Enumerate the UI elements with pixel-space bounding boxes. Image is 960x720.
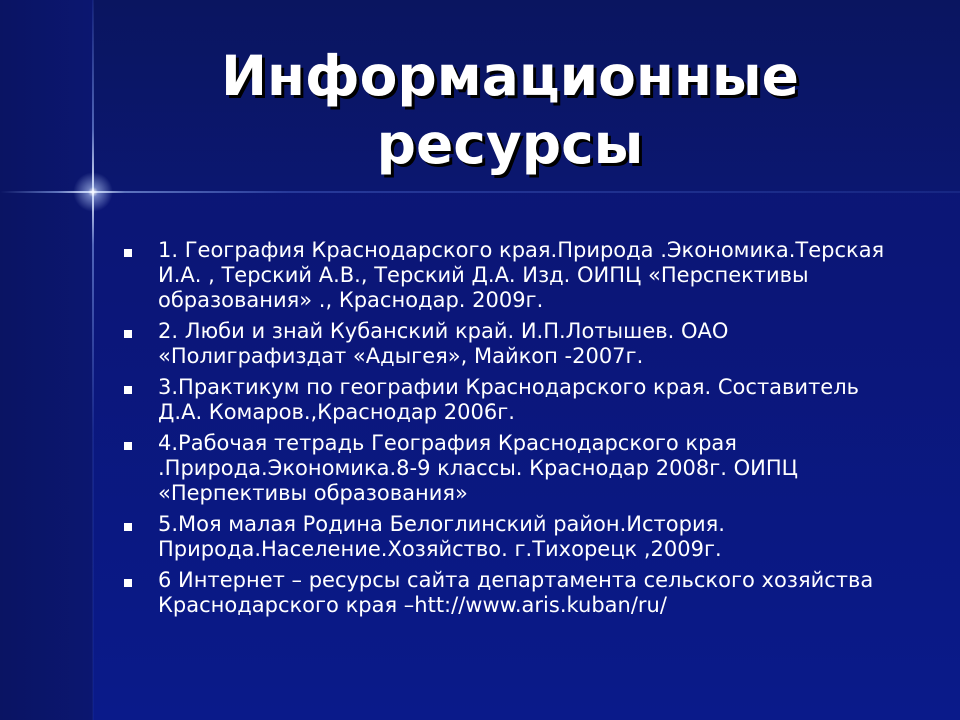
list-item: [124, 568, 904, 618]
list-item: [124, 375, 904, 425]
list-item-text: 5.Моя малая Родина Белоглинский район.История. Природа.Население.Хозяйство. г.Тихорецк ,2009г.: [158, 512, 725, 561]
list-item-text: 3.Практикум по географии Краснодарского края. Составитель Д.А. Комаров.,Краснодар 2006г.: [158, 375, 860, 424]
square-bullet-icon: [124, 442, 132, 450]
slide-title: [140, 42, 880, 178]
resource-list: [124, 238, 904, 624]
list-item: [124, 431, 904, 506]
vertical-glow-line: [92, 0, 94, 720]
list-item-text: 4.Рабочая тетрадь География Краснодарского края .Природа.Экономика.8-9 классы. Краснодар 2008г. ОИПЦ «Перпективы образования»: [158, 431, 798, 505]
list-item: [124, 319, 904, 369]
list-item: [124, 238, 904, 313]
slide-title-line-1: Информационные: [221, 44, 799, 108]
left-band: [0, 0, 93, 720]
list-item-text: 1. География Краснодарского края.Природа .Экономика.Терская И.А. , Терский А.В., Терский Д.А. Изд. ОИПЦ «Перспективы образования» ., Краснодар. 2009г.: [158, 238, 885, 312]
list-item: [124, 512, 904, 562]
slide-title-line-2: ресурсы: [376, 112, 644, 176]
square-bullet-icon: [124, 579, 132, 587]
square-bullet-icon: [124, 249, 132, 257]
square-bullet-icon: [124, 523, 132, 531]
sparkle-icon: [73, 172, 113, 212]
square-bullet-icon: [124, 386, 132, 394]
square-bullet-icon: [124, 330, 132, 338]
list-item-text: 2. Люби и знай Кубанский край. И.П.Лотышев. ОАО «Полиграфиздат «Адыгея», Майкоп -2007г.: [158, 319, 729, 368]
list-item-text: 6 Интернет – ресурсы сайта департамента сельского хозяйства Краснодарского края –htt://www.aris.kuban/ru/: [158, 568, 874, 617]
horizontal-glow-line: [0, 191, 960, 193]
